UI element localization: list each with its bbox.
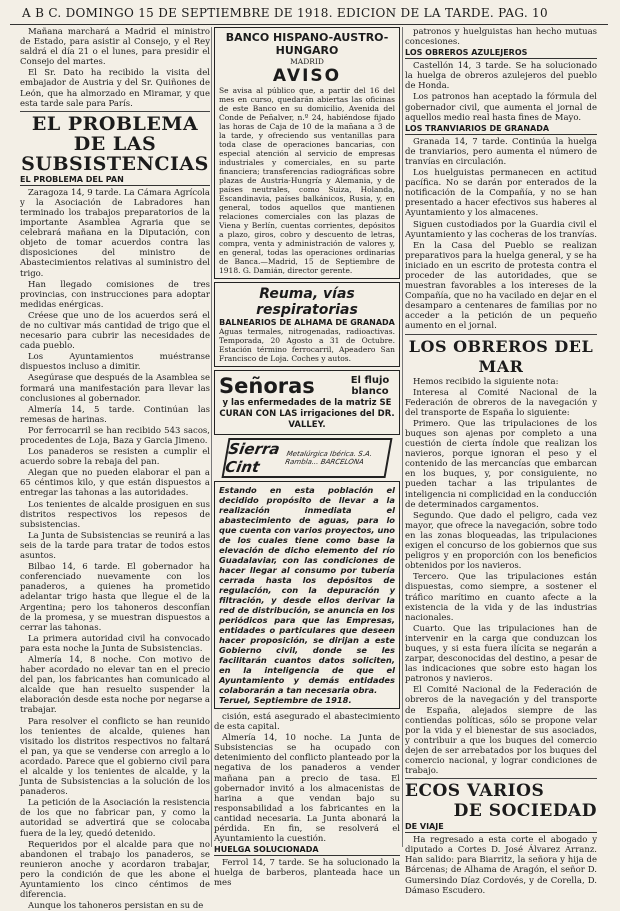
paragraph: Aunque los tahoneros persistan en su de (28, 901, 204, 911)
paragraph: Los Ayuntamientos muéstranse dispuestos incluso a dimitir. (20, 352, 210, 373)
paragraph: Zaragoza 14, 9 tarde. La Cámara Agrícola y la Asociación de Labradores han terminado los trabajos preparatorios de la importante Asamblea Agraria que se celebrará mañana en la Diputación, con objeto de tomar acuerdos contra las disposiciones del ministro de Abastecimientos relativas al suministro del trigo. (20, 187, 210, 279)
paragraph: Segundo. Que dado el peligro, cada vez mayor, que ofrece la navegación, sobre todo en las zonas bloqueadas, las tripulaciones exigen el concurso de los gobiernos que sus peligros y en proporción con los beneficios obtenidos por los navieros. (405, 510, 597, 572)
paragraph: Créese que uno de los acuerdos será el de no cultivar más cantidad de trigo que el necesario para cubrir las necesidades de cada pueblo. (20, 310, 210, 352)
section-subhead: LOS TRANVIARIOS DE GRANADA (405, 124, 597, 135)
paragraph: Tercero. Que las tripulaciones están dispuestas, como siempre, a sostener el tráfico marítimo en cuanto afecte a la existencia de la vida y de las industrias nacionales. (405, 572, 597, 623)
section-subhead: LOS OBREROS AZULEJEROS (405, 48, 597, 59)
column-right (405, 27, 597, 896)
paragraph: Castellón 14, 3 tarde. Se ha solucionado la huelga de obreros azulejeros del pueblo de Honda. (405, 61, 597, 92)
paragraph: Ferrol 14, 7 tarde. Se ha solucionado la huelga de barberos, planteada hace un mes (214, 858, 400, 889)
column-divider (402, 27, 403, 847)
paragraph: Asegúrase que después de la Asamblea se formará una manifestación para llevar las conclusiones al gobernador. (20, 373, 210, 404)
paragraph: Los patronos han aceptado la fórmula del gobernador civil, que aumenta el jornal de aquellos medio real hasta fines de Mayo. (405, 92, 597, 123)
paragraph: Los tenientes de alcalde prosiguen en sus distritos respectivos los repesos de subsistencias. (20, 499, 210, 530)
section-rule (405, 778, 597, 779)
irrigation-ad (214, 370, 400, 435)
paragraph: Primero. Que las tripulaciones de los buques son ajenas por completo a una cuestión de cierta índole que realizan los navieros, porque ignoran el peso y el contenido de las mercancías que embarcan en los buques, y, por consiguiente, no pueden tachar a las tripulantes de inteligencia ni complicidad en la conducción de determinados cargamentos. (405, 418, 597, 510)
paragraph: Granada 14, 7 tarde. Continúa la huelga de tranviarios, pero aumenta el número de tranvías en circulación. (405, 136, 597, 167)
notice-box (214, 481, 400, 709)
column-divider (211, 27, 212, 847)
paragraph: Ha regresado a esta corte el abogado y diputado a Cortes D. José Álvarez Arranz. Han salido: para Biarritz, la señora y hija de Bárcenas; de Alhama de Aragón, el señor D. Gumersindo Díaz Cordovés, y de Corella, D. Dámaso Escudero. (405, 835, 597, 896)
irrigation-ad-title: Señoras (219, 374, 315, 398)
paragraph: Han llegado comisiones de tres provincias, con instrucciones para adoptar medidas enérgicas. (20, 279, 210, 310)
paragraph: El Comité Nacional de la Federación de obreros de la navegación y del transporte de España, alejados siempre de las contiendas políticas, sólo se propone velar por la vida y el bienestar de sus asociados, y contribuir a que los buques del comercio dejen de ser arrebatados por los buques del comercio nacional, y lograr condiciones de trabajo. (405, 685, 597, 777)
section-rule (405, 334, 597, 335)
column-left (20, 27, 210, 911)
bank-name: BANCO HISPANO-AUSTRO-HUNGARO (225, 31, 389, 57)
bank-ad-title: AVISO (272, 66, 342, 86)
sierra-logo-name: Sierra Cint (223, 440, 282, 476)
paragraph: Almería 14, 10 noche. La Junta de Subsistencias se ha ocupado con detenimiento del conflicto planteado por la negativa de los panaderos a vender mañana pan a precio de tasa. El gobernador invitó a los almacenistas de harina a que vendan bajo su responsabilidad a los fabricantes en la cantidad necesaria. La Junta abonará la pérdida. En fin, se resolverá el Ayuntamiento la cuestión. (214, 733, 400, 845)
paragraph: Almería 14, 8 noche. Con motivo de haber acordado no elevar tan en el precio del pan, los fabricantes han comunicado al alcalde que han resuelto suspender la elaboración desde esta noche por negarse a trabajar. (20, 654, 210, 716)
paragraph: Bilbao 14, 6 tarde. El gobernador ha conferenciado nuevamente con los panaderos, a quienes ha prometido adelantar trigo hasta que llegue el de la Argentina; pero los tahoneros desconfían de la promesa, y se muestran dispuestos a cerrar las tahonas. (20, 562, 210, 633)
sierra-logo-small: Metalúrgica Ibérica. S.A. Rambla... BARCELONA (284, 450, 373, 466)
paragraph: Alegan que no pueden elaborar el pan a 65 céntimos kilo, y que están dispuestos a entregar las tahonas a las autoridades. (20, 468, 210, 499)
paragraph: La primera autoridad civil ha convocado para esta noche la Junta de Subsistencias. (20, 633, 210, 654)
paragraph: Por ferrocarril se han recibido 543 sacos, procedentes de Loja, Baza y Garcia Jimeno. (20, 425, 210, 446)
spa-ad (214, 282, 400, 367)
section-subhead: EL PROBLEMA DEL PAN (20, 175, 210, 186)
bank-city: MADRID (290, 57, 324, 66)
paragraph: Cuarto. Que las tripulaciones han de intervenir en la carga que conduzcan los buques, y si esta fuera ilícita se negarán a zarpar, desconocidas del destino, a pesar de las indicaciones que sobre esto hagan los patronos y navieros. (405, 623, 597, 685)
header-rule (10, 24, 608, 25)
bank-ad-text: Se avisa al público que, a partir del 16 del mes en curso, quedarán abiertas las oficinas de este Banco en su domicilio, Avenida del Conde de Peñalver, n.º 24, habiéndose fijado las horas de Caja de 10 de la mañana a 3 de la tarde, y ofreciendo sus ventanillas para toda clase de operaciones bancarias, con especial atención al servicio de empresas industriales y comerciales, en su parte financiera; transferencias radiográficas sobre plazas de Austria-Hungría y Alemania, y de países neutrales, como Suiza, Holanda, Escandinavia, países balkánicos, Rusia, y, en general, todos aquellos que mantienen relaciones comerciales con las plazas de Viena y Berlín, cuentas corrientes, depósitos a plazo, giros, cobro y descuento de letras, compra, venta y administración de valores y, en general, todas las operaciones ordinarias de Banca.—Madrid, 15 de Septiembre de 1918. G. Damián, director gerente. (219, 86, 395, 275)
bank-ad (214, 27, 400, 279)
section-rule (20, 111, 210, 112)
irrigation-ad-side: El flujo blanco (350, 375, 390, 397)
paragraph: El Sr. Dato ha recibido la visita del embajador de Austria y del Sr. Quiñones de León, que ha almorzado en Miramar, y que esta tarde sale para París. (20, 68, 210, 109)
spa-ad-text: Aguas termales, nitrogenadas, radioactivas. Temporada, 20 Agosto a 31 de Octubre. Estación término ferrocarril, Apeadero San Francisco de Loja. Coches y autos. (219, 327, 395, 363)
paragraph: patronos y huelguistas han hecho mutuas concesiones. (405, 27, 597, 48)
paragraph: Requeridos por el alcalde para que no abandonen el trabajo los panaderos, se reunieron anoche y acordaron trabajar, pero la condición de que les abone el Ayuntamiento los cinco céntimos de diferencia. (20, 839, 210, 901)
notice-sign: Teruel, Septiembre de 1918. (219, 695, 352, 705)
section-title: DE SOCIEDAD (453, 801, 597, 822)
paragraph: La Junta de Subsistencias se reunirá a las seis de la tarde para tratar de todos estos asuntos. (20, 530, 210, 562)
section-title: ECOS VARIOS (405, 781, 545, 802)
paragraph: En la Casa del Pueblo se realizan preparativos para la huelga general, y se ha iniciado en un escrito de protesta contra el proceder de las autoridades, que se muestran favorables a los intereses de la Compañía, que no ha vacilado en dejar en el desamparo a centenares de familias por no acceder a la petición de un pequeño aumento en el jornal. (405, 240, 597, 332)
spa-ad-title: Reuma, vías respiratorias (256, 286, 358, 318)
section-title: LOS OBREROS DEL MAR (408, 336, 594, 376)
paragraph: cisión, está asegurado el abastecimiento de esta capital. (214, 712, 400, 733)
section-subhead: DE VIAJE (405, 822, 597, 833)
irrigation-ad-text: y las enfermedades de la matriz SE CURAN CON LAS irrigaciones del DR. VALLEY. (219, 398, 395, 430)
page-header: A B C. DOMINGO 15 DE SEPTIEMBRE DE 1918. EDICION DE LA TARDE. PAG. 10 (22, 6, 548, 20)
paragraph: Los huelguistas permanecen en actitud pacífica. No se darán por enterados de la notificación de la Compañía, y no se han presentado a hacer efectivos sus haberes al Ayuntamiento y los almacenes. (405, 168, 597, 219)
paragraph: Interesa al Comité Nacional de la Federación de obreros de la navegación y del transporte de España lo siguiente: (405, 387, 597, 418)
section-subhead: HUELGA SOLUCIONADA (214, 845, 400, 856)
section-title: EL PROBLEMA DE LAS SUBSISTENCIAS (21, 112, 209, 175)
paragraph: La petición de la Asociación la resistencia de los que no fabricar pan, y como la autoridad se advertirá que se colocaba fuera de la ley, quedó detenido. (20, 798, 210, 839)
paragraph: Siguen custodiados por la Guardia civil el Ayuntamiento y las cocheras de los tranvías. (405, 219, 597, 240)
paragraph: Para resolver el conflicto se han reunido los tenientes de alcalde, quienes han visitado los distritos respectivos no faltará el pan, ya que se venderse con arreglo a lo acordado. Parece que el gobierno civil para el alcalde y los tenientes de alcalde, y la Junta de Subsistencias a la solución de los panaderos. (20, 716, 210, 798)
notice-text: Estando en esta población el decidido propósito de llevar a la realización inmediata el abastecimiento de aguas, para lo que cuenta con varios proyectos, uno de los cuales tiene como base la elevación de dicho elemento del río Guadalaviar, con las condiciones de hacer llegar al consumo por tubería cerrada hasta los depósitos de regulación, con la depuración y filtración, y desde ellos derivar la red de distribución, se anuncia en los periódicos para que las Empresas, entidades o particulares que deseen hacer proposición, se dirijan a este Gobierno civil, donde se les facilitarán cuantos datos soliciten, en la inteligencia de que el Ayuntamiento y demás entidades colaborarán a tan necesaria obra. (219, 485, 395, 695)
paragraph: Los panaderos se resisten a cumplir el acuerdo sobre la rebaja del pan. (20, 447, 210, 468)
paragraph: Mañana marchará a Madrid el ministro de Estado, para asistir al Consejo, y el Rey saldrá el día 21 o el lunes, para presidir el Consejo del martes. (20, 27, 210, 68)
spa-ad-subtitle: BALNEARIOS DE ALHAMA DE GRANADA (219, 318, 395, 327)
column-middle (214, 27, 400, 889)
paragraph: Almería 14, 5 tarde. Continúan las remesas de harinas. (20, 404, 210, 425)
paragraph: Hemos recibido la siguiente nota: (413, 376, 559, 387)
sierra-logo (221, 438, 392, 478)
